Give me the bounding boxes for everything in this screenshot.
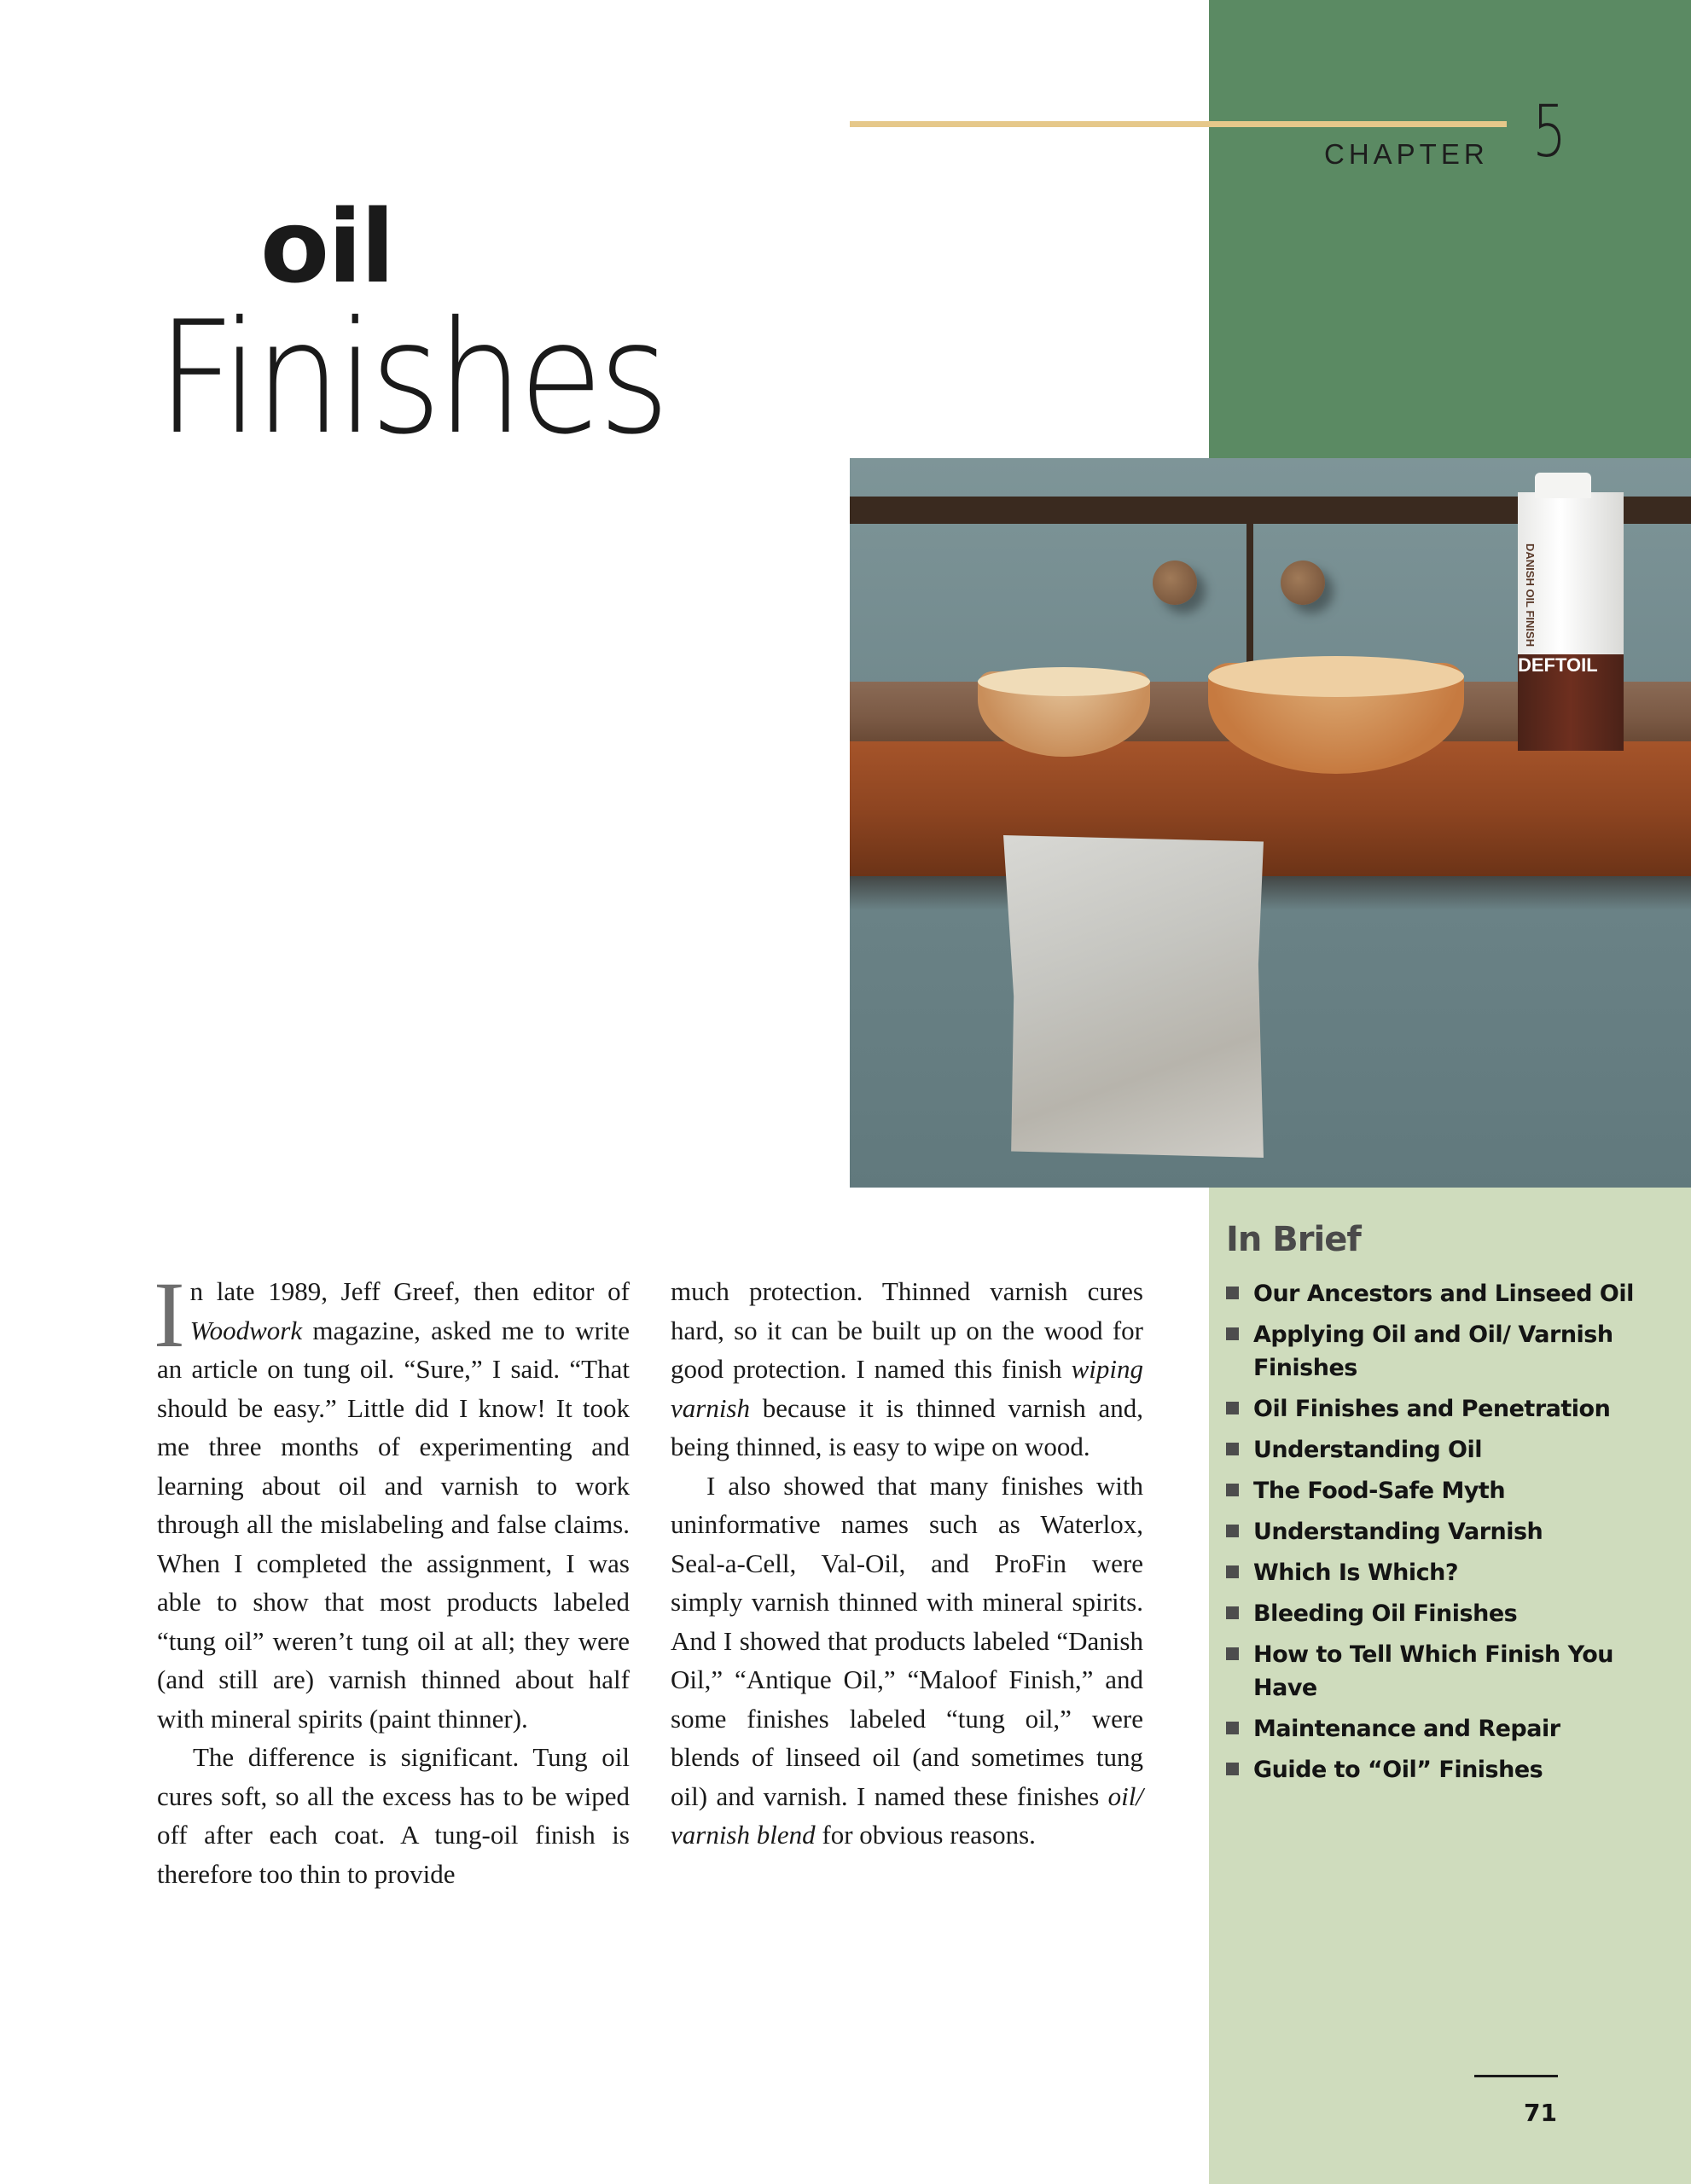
in-brief-item: [1226, 1392, 1670, 1426]
square-bullet-icon: [1226, 1287, 1239, 1299]
chapter-number: 5: [1532, 90, 1567, 173]
chapter-photo: [850, 458, 1691, 1188]
paragraph: The difference is significant. Tung oil cures soft, so all the excess has to be wiped off after each coat. A tung-oil finish is therefore too thin to provide: [157, 1742, 630, 1889]
in-brief-item: [1226, 1712, 1670, 1745]
photo-bowl-large-rim: [1208, 656, 1464, 697]
paragraph-text: for obvious reasons.: [815, 1820, 1036, 1850]
in-brief-item: [1226, 1597, 1670, 1630]
in-brief-item-label: Oil Finishes and Penetration: [1253, 1396, 1611, 1422]
photo-bowl-small-rim: [978, 667, 1150, 696]
square-bullet-icon: [1226, 1484, 1239, 1496]
in-brief-item-label: Applying Oil and Oil/ Varnish Finishes: [1253, 1321, 1613, 1381]
in-brief-item-label: Understanding Varnish: [1253, 1519, 1543, 1545]
photo-oil-can-brand: DEFTOIL: [1518, 654, 1598, 676]
square-bullet-icon: [1226, 1402, 1239, 1414]
square-bullet-icon: [1226, 1763, 1239, 1775]
in-brief-item-label: Our Ancestors and Linseed Oil: [1253, 1281, 1634, 1307]
paragraph-text: n late 1989, Jeff Greef, then editor of: [189, 1276, 630, 1306]
square-bullet-icon: [1226, 1722, 1239, 1734]
in-brief-item: [1226, 1277, 1670, 1310]
in-brief-item-label: Maintenance and Repair: [1253, 1716, 1560, 1742]
in-brief-item: [1226, 1318, 1670, 1385]
paragraph-text: because it is thinned varnish and, being thinned, is easy to wipe on wood.: [671, 1392, 1143, 1461]
in-brief-item: [1226, 1474, 1670, 1507]
chapter-header-panel: [1209, 0, 1691, 458]
in-brief-title: In Brief: [1226, 1220, 1361, 1259]
in-brief-item-label: How to Tell Which Finish You Have: [1253, 1641, 1613, 1701]
term-italic: oil/ varnish blend: [671, 1780, 1143, 1850]
photo-knob: [1153, 561, 1197, 605]
chapter-title-line2: Finishes: [157, 288, 665, 468]
square-bullet-icon: [1226, 1443, 1239, 1455]
drop-cap: I: [154, 1263, 185, 1367]
body-column-2: [671, 1272, 1143, 1855]
chapter-label: CHAPTER: [1324, 138, 1489, 170]
page-number: 71: [1524, 2099, 1557, 2127]
chapter-title-line1: oil: [260, 188, 393, 305]
square-bullet-icon: [1226, 1565, 1239, 1578]
magazine-title: Woodwork: [189, 1315, 303, 1345]
photo-rag: [1003, 835, 1264, 1158]
in-brief-item-label: Guide to “Oil” Finishes: [1253, 1757, 1543, 1783]
square-bullet-icon: [1226, 1647, 1239, 1660]
chapter-rule: [850, 121, 1507, 127]
photo-knob: [1281, 561, 1325, 605]
square-bullet-icon: [1226, 1327, 1239, 1340]
paragraph: [671, 1467, 1143, 1855]
in-brief-item: [1226, 1515, 1670, 1548]
square-bullet-icon: [1226, 1525, 1239, 1537]
paragraph: [671, 1272, 1143, 1467]
term-italic: wiping varnish: [671, 1354, 1143, 1423]
in-brief-item-label: Understanding Oil: [1253, 1437, 1483, 1463]
photo-bench-shadow: [850, 876, 1691, 910]
photo-oil-can-cap: [1535, 473, 1591, 498]
in-brief-item-label: Which Is Which?: [1253, 1560, 1459, 1586]
in-brief-list: [1226, 1277, 1670, 1794]
in-brief-item: [1226, 1556, 1670, 1589]
paragraph: [154, 1263, 630, 1738]
photo-oil-can-product: DANISH OIL FINISH: [1524, 543, 1537, 648]
in-brief-item-label: The Food-Safe Myth: [1253, 1478, 1506, 1504]
paragraph-text: magazine, asked me to write an article on tung oil. “Sure,” I said. “That should be easy.” Little did I know! It took me three months of experimenting and learning about oil and varnish to work through all the mislabeling and false claims. When I completed the assignment, I was able to show that most products labeled “tung oil” weren’t tung oil at all; they were (and still are) varnish thinned about half with mineral spirits (paint thinner).: [157, 1315, 630, 1734]
in-brief-item-label: Bleeding Oil Finishes: [1253, 1600, 1518, 1627]
in-brief-item: [1226, 1433, 1670, 1467]
paragraph-text: I also showed that many finishes with uninformative names such as Waterlox, Seal-a-Cell, Val-Oil, and ProFin were simply varnish thinned with mineral spirits. And I showed that products labeled “Danish Oil,” “Antique Oil,” “Maloof Finish,” and some finishes labeled “tung oil,” were blends of linseed oil (and sometimes tung oil) and varnish. I named these finishes: [671, 1470, 1143, 1811]
in-brief-item: [1226, 1753, 1670, 1786]
body-column-1: [154, 1263, 630, 1893]
folio-rule: [1474, 2075, 1558, 2077]
in-brief-item: [1226, 1638, 1670, 1705]
paragraph-text: much protection. Thinned varnish cures hard, so it can be built up on the wood for good protection. I named this finish: [671, 1276, 1143, 1384]
square-bullet-icon: [1226, 1606, 1239, 1619]
